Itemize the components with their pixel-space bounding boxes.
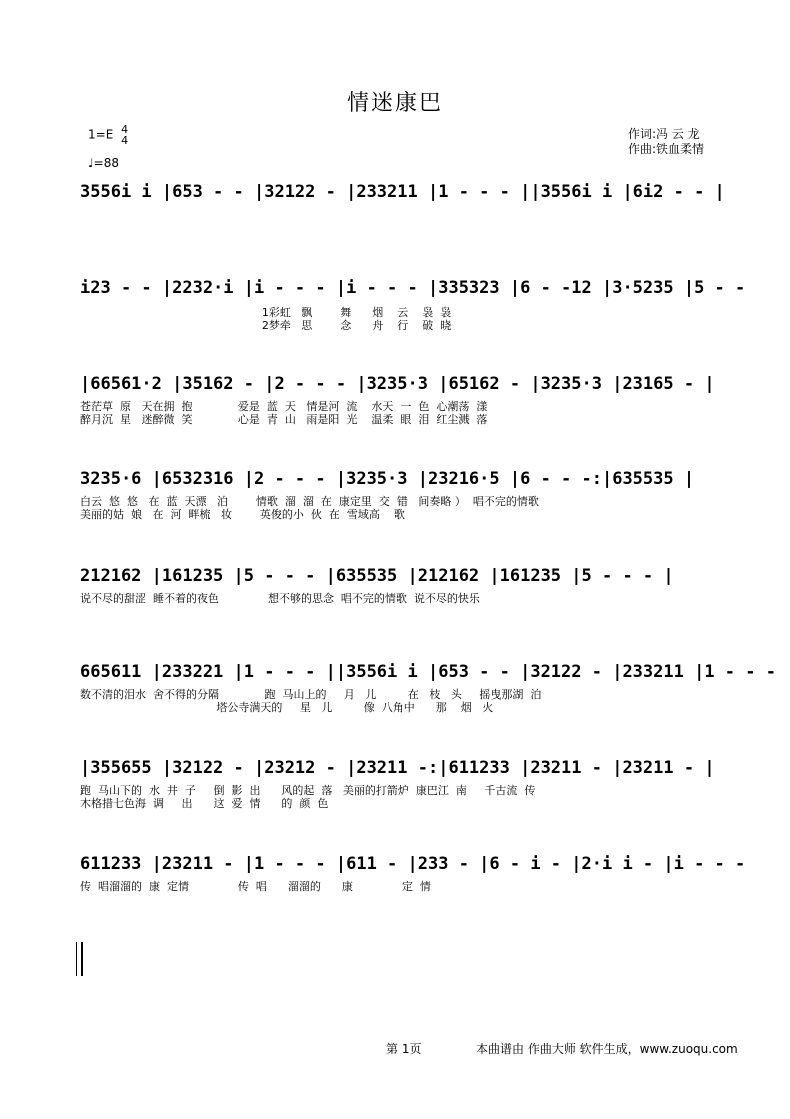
lyric-line-1: 说不尽的甜涩 睡不着的夜色 想不够的思念 唱不完的情歌 说不尽的快乐 — [80, 592, 480, 605]
time-sig-bottom: 4 — [121, 134, 129, 147]
notation-line: 665611 |233221 |1 - - - ||3556i i |653 - - |32122 - |233211 |1 - - - — [80, 662, 776, 682]
generator-credit: 本曲谱由 作曲大师 软件生成，www.zuoqu.com — [476, 1042, 738, 1056]
lyric-line-1: 白云 悠 悠 在 蓝 天漂 泊 情歌 溜 溜 在 康定里 交 错 间奏略 ） 唱不完的情歌 — [80, 495, 539, 508]
composer: 作曲:铁血柔情 — [628, 142, 705, 156]
notation-line: 212162 |161235 |5 - - - |635535 |212162 |161235 |5 - - - | — [80, 566, 674, 586]
lyricist: 作词:冯 云 龙 — [628, 127, 700, 141]
time-sig-top: 4 — [121, 123, 129, 136]
notation-line: 611233 |23211 - |1 - - - |611 - |233 - |6 - i - |2·i i - |i - - - — [80, 854, 746, 874]
quarter-note-icon: ♩ — [88, 156, 94, 170]
song-title: 情迷康巴 — [346, 91, 443, 116]
lyric-line-2: 醉月沉 星 迷醉微 笑 心是 青 山 雨是阳 光 温柔 眼 泪 红尘溅 落 — [80, 413, 488, 426]
notation-line: 3556i i |653 - - |32122 - |233211 |1 - - - ||3556i i |6i2 - - | — [80, 182, 725, 202]
lyric-line-1: 1彩虹 飘 舞 烟 云 袅 袅 — [80, 306, 452, 319]
notation-line: i23 - - |2232·i |i - - - |i - - - |335323 |6 - -12 |3·5235 |5 - - — [80, 278, 746, 298]
notation-line: |66561·2 |35162 - |2 - - - |3235·3 |65162 - |3235·3 |23165 - | — [80, 374, 715, 394]
notation-line: 3235·6 |6532316 |2 - - - |3235·3 |23216·5 |6 - - -:|635535 | — [80, 469, 695, 489]
lyric-line-2: 美丽的姑 娘 在 河 畔梳 妆 英俊的小 伙 在 雪域高 歌 — [80, 508, 405, 521]
final-barline — [76, 942, 83, 976]
lyric-line-2: 木格措七色海 调 出 这 爱 情 的 颜 色 — [80, 797, 329, 810]
lyric-line-1: 数不清的泪水 舍不得的分隔 跑 马山上的 月 儿 在 枝 头 摇曳那湖 泊 — [80, 688, 542, 701]
lyric-line-1: 传 唱溜溜的 康 定情 传 唱 溜溜的 康 定 情 — [80, 880, 431, 893]
page-number: 第 1页 — [386, 1042, 422, 1056]
lyric-line-1: 跑 马山下的 水 井 子 倒 影 出 风的起 落 美丽的打箭炉 康巴江 南 千古流 传 — [80, 784, 536, 797]
key-label: 1=E — [88, 127, 114, 142]
notation-line: |355655 |32122 - |23212 - |23211 -:|611233 |23211 - |23211 - | — [80, 758, 715, 778]
lyric-line-2: 塔公寺满天的 星 儿 像 八角中 那 烟 火 — [80, 701, 494, 714]
tempo-value: =88 — [93, 156, 119, 170]
lyric-line-1: 苍茫草 原 天在拥 抱 爱是 蓝 天 情是河 流 水天 一 色 心潮荡 漾 — [80, 400, 488, 413]
lyric-line-2: 2梦牵 思 念 舟 行 破 晓 — [80, 319, 452, 332]
